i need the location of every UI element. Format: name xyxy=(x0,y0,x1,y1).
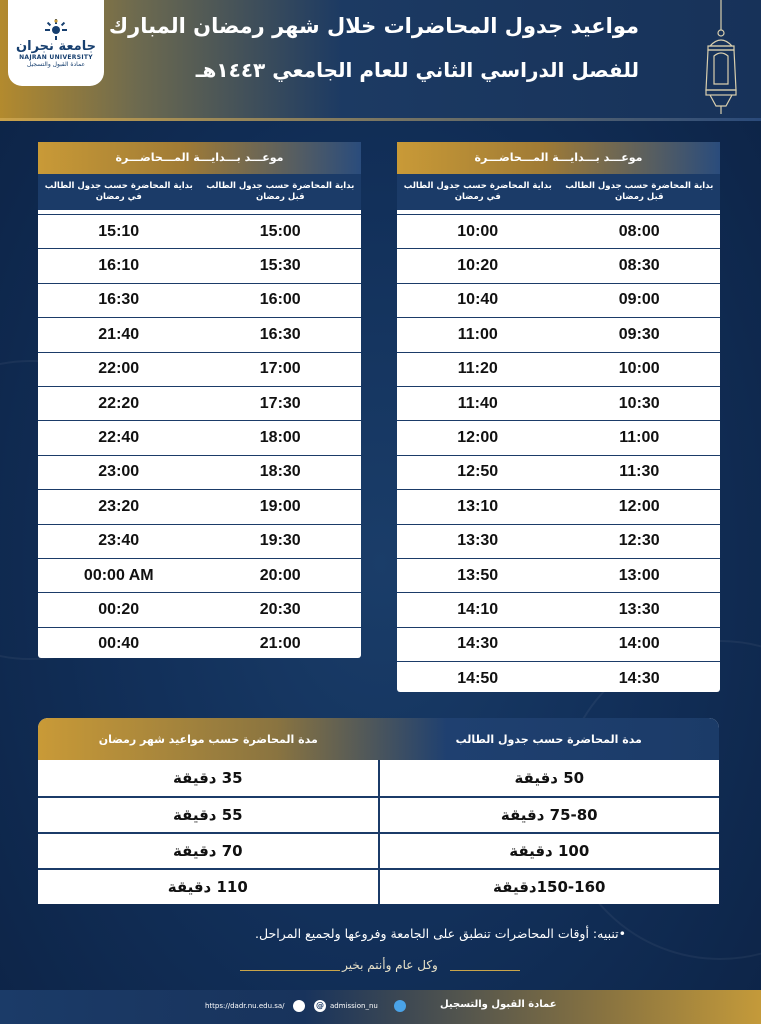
table-row xyxy=(38,592,361,626)
table-row xyxy=(397,386,720,420)
time-before-ramadan: 18:00 xyxy=(259,429,301,447)
table-body xyxy=(397,210,720,692)
duration-ramadan: 35 دقيقة xyxy=(38,760,380,796)
page-title xyxy=(108,14,639,38)
table-row xyxy=(397,214,720,248)
table-row xyxy=(397,524,720,558)
time-ramadan: 14:50 xyxy=(457,669,499,687)
time-ramadan: 23:00 xyxy=(98,463,140,481)
logo-emblem-icon xyxy=(43,18,69,40)
time-ramadan: 14:10 xyxy=(457,600,499,618)
column-header-regular-duration: مدة المحاضرة حسب جدول الطالب xyxy=(455,732,642,746)
time-ramadan: 13:30 xyxy=(457,532,499,550)
time-ramadan: 22:20 xyxy=(98,394,140,412)
table-row xyxy=(397,283,720,317)
logo-subtitle: عمادة القبول والتسجيل xyxy=(26,61,86,68)
table-row xyxy=(397,627,720,661)
time-ramadan: 00:20 xyxy=(98,600,140,618)
table-row xyxy=(397,420,720,454)
time-ramadan: 22:40 xyxy=(98,429,140,447)
time-ramadan: 23:40 xyxy=(98,532,140,550)
time-ramadan: 10:00 xyxy=(457,222,499,240)
table-row xyxy=(38,352,361,386)
table-row xyxy=(38,214,361,248)
table-row xyxy=(397,352,720,386)
table-row xyxy=(38,283,361,317)
table-row xyxy=(397,592,720,626)
time-before-ramadan: 19:30 xyxy=(259,532,301,550)
time-before-ramadan: 12:30 xyxy=(618,532,660,550)
time-ramadan: 13:10 xyxy=(457,497,499,515)
time-ramadan: 11:20 xyxy=(457,360,498,378)
twitter-icon xyxy=(394,1000,406,1012)
duration-table-header xyxy=(38,718,719,760)
column-header-before-ramadan: بداية المحاضرة حسب جدول الطالب قبل رمضان xyxy=(565,181,714,202)
duration-regular: 75-80 دقيقة xyxy=(500,806,598,824)
table-row xyxy=(38,386,361,420)
time-ramadan: 16:10 xyxy=(98,257,140,275)
time-before-ramadan: 20:30 xyxy=(259,600,301,618)
social-handle[interactable]: admission_nu xyxy=(330,1002,378,1010)
time-before-ramadan: 21:00 xyxy=(259,635,301,653)
greeting-text: وكل عام وأنتم بخير xyxy=(342,958,438,972)
time-before-ramadan: 09:30 xyxy=(618,325,660,343)
table-row xyxy=(397,558,720,592)
table-row xyxy=(38,796,719,832)
table-row xyxy=(38,760,719,796)
duration-regular: 100 دقيقة xyxy=(509,842,590,860)
time-before-ramadan: 11:30 xyxy=(619,463,660,481)
time-before-ramadan: 17:30 xyxy=(259,394,301,412)
time-before-ramadan: 20:00 xyxy=(259,566,301,584)
duration-table-body xyxy=(38,760,719,904)
time-ramadan: 11:40 xyxy=(457,394,498,412)
website-link[interactable]: https://dadr.nu.edu.sa/ xyxy=(205,1002,285,1010)
time-before-ramadan: 12:00 xyxy=(618,497,660,515)
schedule-table-morning xyxy=(397,142,720,692)
duration-regular: 50 دقيقة xyxy=(514,769,585,787)
table-row xyxy=(397,248,720,282)
table-row xyxy=(397,317,720,351)
duration-regular: 150-160دقيقة xyxy=(493,878,606,896)
time-before-ramadan: 19:00 xyxy=(259,497,301,515)
column-header-ramadan: بداية المحاضرة حسب جدول الطالب في رمضان xyxy=(403,181,552,202)
header-divider xyxy=(0,118,761,121)
column-header-ramadan-duration: مدة المحاضرة حسب مواعيد شهر رمضان xyxy=(98,732,318,746)
time-before-ramadan: 08:30 xyxy=(618,257,660,275)
time-before-ramadan: 13:00 xyxy=(618,566,660,584)
time-before-ramadan: 16:30 xyxy=(259,325,301,343)
title-highlight: شهر رمضان المبارك xyxy=(108,14,320,38)
time-before-ramadan: 08:00 xyxy=(618,222,660,240)
time-ramadan: 00:40 xyxy=(98,635,140,653)
footer-bar xyxy=(0,990,761,1024)
time-ramadan: 11:00 xyxy=(457,325,498,343)
column-header-ramadan: بداية المحاضرة حسب جدول الطالب في رمضان xyxy=(44,181,193,202)
logo-english-text: NAJRAN UNIVERSITY xyxy=(19,54,93,61)
table-row xyxy=(38,558,361,592)
time-before-ramadan: 13:30 xyxy=(618,600,660,618)
page-subtitle: للفصل الدراسي الثاني للعام الجامعي ١٤٤٣هـ xyxy=(195,58,639,82)
university-logo xyxy=(8,0,104,86)
table-row xyxy=(38,420,361,454)
time-ramadan: 16:30 xyxy=(98,291,140,309)
duration-ramadan: 70 دقيقة xyxy=(38,834,380,868)
table-title: موعـــد بـــدايـــة المـــحاضـــرة xyxy=(38,142,361,174)
time-ramadan: 15:10 xyxy=(98,222,140,240)
time-before-ramadan: 14:30 xyxy=(618,669,660,687)
table-row xyxy=(397,489,720,523)
time-ramadan: 13:50 xyxy=(457,566,499,584)
table-body xyxy=(38,210,361,658)
time-ramadan: 14:30 xyxy=(457,635,499,653)
time-before-ramadan: 17:00 xyxy=(259,360,301,378)
time-before-ramadan: 10:00 xyxy=(618,360,660,378)
time-before-ramadan: 11:00 xyxy=(619,429,660,447)
column-header-before-ramadan: بداية المحاضرة حسب جدول الطالب قبل رمضان xyxy=(206,181,355,202)
table-row xyxy=(38,489,361,523)
time-ramadan: 12:50 xyxy=(457,463,499,481)
time-ramadan: 10:20 xyxy=(457,257,499,275)
table-row xyxy=(38,248,361,282)
time-before-ramadan: 18:30 xyxy=(259,463,301,481)
table-row xyxy=(38,868,719,904)
at-sign-icon: @ xyxy=(316,1001,324,1010)
greeting xyxy=(260,958,520,982)
table-row xyxy=(397,455,720,489)
notice-text: •تنبيه: أوقات المحاضرات تنطبق على الجامعة وفروعها ولجميع المراحل. xyxy=(255,926,626,941)
table-row xyxy=(38,832,719,868)
table-column-headers xyxy=(397,174,720,210)
duration-ramadan: 55 دقيقة xyxy=(38,798,380,832)
time-before-ramadan: 15:30 xyxy=(259,257,301,275)
table-row xyxy=(38,524,361,558)
duration-table xyxy=(38,718,719,904)
time-ramadan: 23:20 xyxy=(98,497,140,515)
table-row xyxy=(38,455,361,489)
duration-ramadan: 110 دقيقة xyxy=(38,870,380,904)
time-ramadan: 10:40 xyxy=(457,291,499,309)
table-title: موعـــد بـــدايـــة المـــحاضـــرة xyxy=(397,142,720,174)
time-before-ramadan: 14:00 xyxy=(618,635,660,653)
time-before-ramadan: 16:00 xyxy=(259,291,301,309)
globe-icon xyxy=(293,1000,305,1012)
header-banner xyxy=(0,0,761,118)
time-before-ramadan: 15:00 xyxy=(259,222,301,240)
lantern-icon xyxy=(696,0,746,118)
time-ramadan: 22:00 xyxy=(98,360,140,378)
time-ramadan: 21:40 xyxy=(98,325,140,343)
greeting-divider-right xyxy=(450,970,520,971)
logo-arabic-text: جامعة نجران xyxy=(16,39,96,54)
table-row xyxy=(397,661,720,692)
schedule-table-afternoon xyxy=(38,142,361,658)
table-row xyxy=(38,317,361,351)
time-before-ramadan: 10:30 xyxy=(618,394,660,412)
time-ramadan: 00:00 AM xyxy=(83,566,154,584)
time-before-ramadan: 09:00 xyxy=(618,291,660,309)
title-text: مواعيد جدول المحاضرات خلال xyxy=(319,14,639,38)
table-row xyxy=(38,627,361,658)
table-column-headers xyxy=(38,174,361,210)
department-name: عمادة القبول والتسجيل xyxy=(440,999,557,1010)
time-ramadan: 12:00 xyxy=(457,429,499,447)
